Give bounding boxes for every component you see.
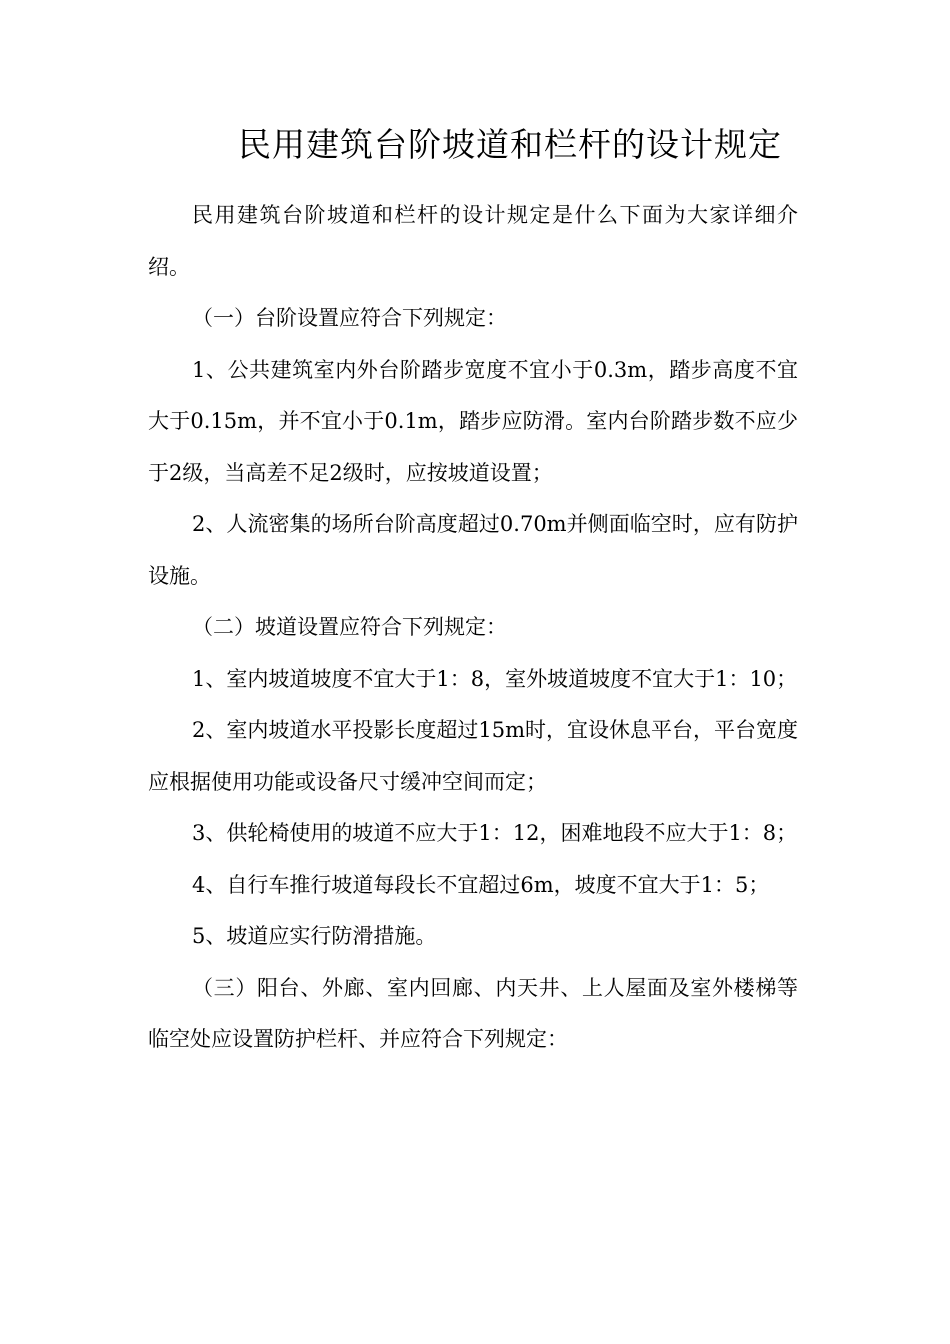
steps-rule-2: 2、人流密集的场所台阶高度超过0.70m并侧面临空时，应有防护设施。	[148, 512, 798, 588]
document-title: 民用建筑台阶坡道和栏杆的设计规定	[238, 125, 782, 164]
intro-paragraph: 民用建筑台阶坡道和栏杆的设计规定是什么下面为大家详细介绍。	[148, 203, 798, 279]
section-heading-steps: （一）台阶设置应符合下列规定：	[192, 306, 507, 330]
ramps-rule-2: 2、室内坡道水平投影长度超过15m时，宜设休息平台，平台宽度应根据使用功能或设备尺寸缓冲空间而定；	[148, 718, 798, 794]
section-heading-railings: （三）阳台、外廊、室内回廊、内天井、上人屋面及室外楼梯等临空处应设置防护栏杆、并应符合下列规定：	[148, 975, 798, 1051]
ramps-rule-5: 5、坡道应实行防滑措施。	[192, 924, 437, 948]
ramps-rule-1: 1、室内坡道坡度不宜大于1：8，室外坡道坡度不宜大于1：10；	[192, 666, 798, 691]
section-heading-ramps: （二）坡道设置应符合下列规定：	[192, 615, 507, 639]
steps-rule-1: 1、公共建筑室内外台阶踏步宽度不宜小于0.3m，踏步高度不宜大于0.15m，并不宜小于0.1m，踏步应防滑。室内台阶踏步数不应少于2级，当高差不足2级时，应按坡道设置；	[148, 357, 798, 485]
document-body	[148, 190, 798, 1066]
ramps-rule-4: 4、自行车推行坡道每段长不宜超过6m，坡度不宜大于1：5；	[192, 872, 770, 897]
ramps-rule-3: 3、供轮椅使用的坡道不应大于1：12，困难地段不应大于1：8；	[192, 821, 798, 845]
